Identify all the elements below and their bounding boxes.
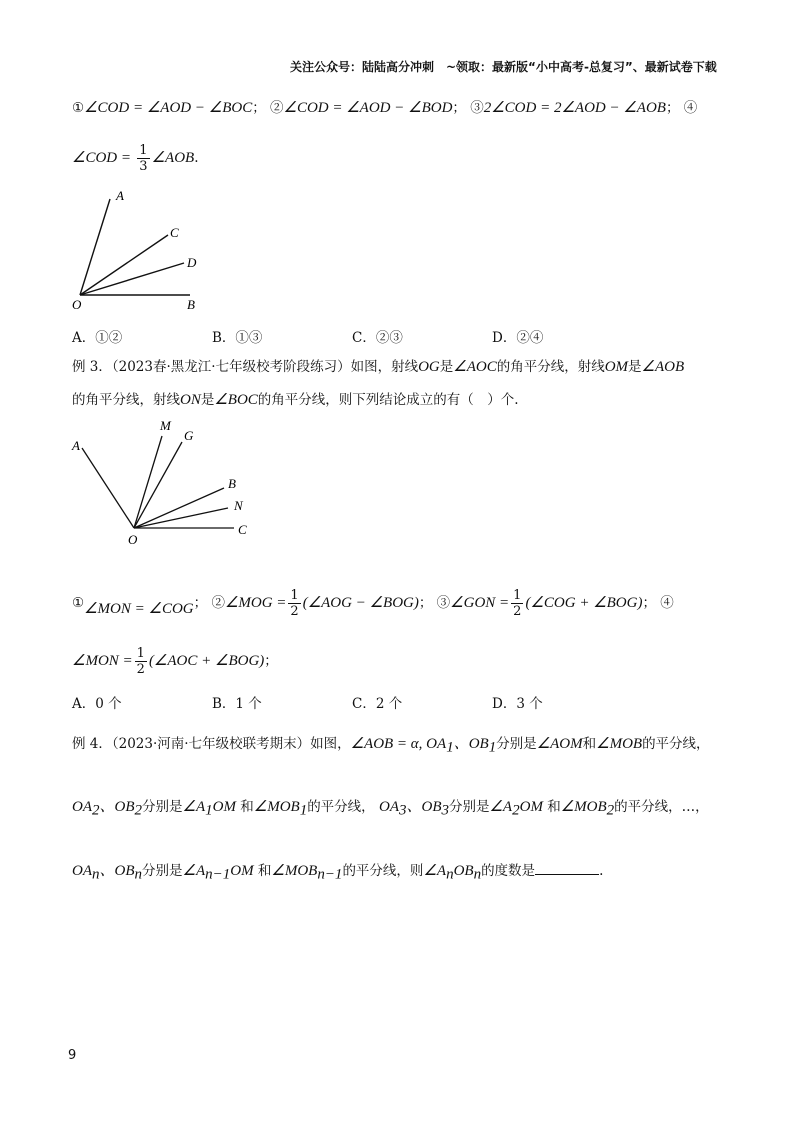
subscript: 2 [606, 802, 615, 819]
fraction-one-third [137, 143, 149, 174]
fraction-one-half [288, 588, 300, 619]
option-d[interactable]: D．3 个 [492, 696, 543, 712]
math-an1om: ∠A [182, 863, 206, 879]
math-aom: ∠AOM [536, 736, 583, 752]
fraction-numerator: 1 [290, 588, 299, 603]
statement-4-marker: ④ [683, 100, 698, 116]
label-o: O [128, 532, 138, 547]
statement-1-math: ∠COD = ∠AOD − ∠BOC [84, 100, 253, 116]
math-anobn: ∠A [423, 863, 447, 879]
math-a1om: ∠A [182, 799, 206, 815]
ray-og [134, 442, 182, 528]
math-mobn1: ∠MOB [271, 863, 318, 879]
ex3-line2 [72, 390, 519, 410]
fraction-denominator: 2 [290, 604, 299, 619]
ex4-text: 分别是 [448, 799, 490, 815]
math-om: OM [212, 799, 236, 815]
conclusion-2-lhs: ∠MOG = [224, 595, 287, 611]
label-o: O [72, 297, 82, 312]
separator: ； [452, 100, 466, 116]
conclusion-3-lhs: ∠GON = [450, 595, 510, 611]
conclusion-1-marker: ① [72, 595, 85, 611]
ray-om [134, 436, 162, 528]
ex4-text: 和 [257, 863, 272, 879]
subscript: 3 [441, 802, 449, 819]
math-oa3: OA [378, 799, 399, 815]
subscript: 1 [488, 739, 497, 756]
statement-4-lhs: ∠COD = [72, 150, 131, 166]
subscript: n [134, 866, 142, 883]
ex3-conclusions-line1 [72, 588, 674, 619]
ex4-text: 分别是 [142, 799, 183, 815]
math-og: OG [418, 359, 440, 375]
math-aob-alpha: ∠AOB = α, OA [350, 736, 447, 752]
statement-2-marker: ② [270, 100, 284, 116]
subscript: n−1 [205, 866, 231, 883]
conclusion-2-marker: ② [211, 595, 225, 611]
subscript: n [92, 866, 100, 883]
option-c[interactable]: C．②③ [352, 330, 403, 346]
q2-statements-line1 [72, 98, 697, 118]
option-c[interactable]: C．2 个 [352, 696, 403, 712]
fraction-denominator: 2 [136, 662, 145, 677]
ex3-text: 是 [439, 359, 454, 375]
ex3-text: 是 [628, 359, 642, 375]
ex4-text: 的平分线， [307, 799, 375, 815]
statement-2-math: ∠COD = ∠AOD − ∠BOD [283, 100, 453, 116]
math-boc: ∠BOC [214, 392, 258, 408]
math-oan: OA [72, 863, 92, 879]
option-a[interactable]: A．0 个 [72, 696, 122, 712]
fraction-one-half [511, 588, 523, 619]
ex4-text: 的平分线，则 [342, 863, 424, 879]
statement-3-marker: ③ [470, 100, 484, 116]
separator: ； [264, 653, 278, 669]
ex3-text: 的角平分线，射线 [496, 359, 605, 375]
label-c: C [238, 522, 247, 537]
math-om: OM [230, 863, 254, 879]
math-om: OM [519, 799, 543, 815]
ray-oc [80, 235, 168, 295]
label-b: B [228, 476, 236, 491]
ray-oa [80, 199, 110, 295]
ex4-text: 例 4．（2023·河南·七年级校联考期末）如图， [72, 736, 351, 752]
fraction-numerator: 1 [136, 646, 145, 661]
math-obn: 、OB [99, 863, 135, 879]
fraction-numerator: 1 [139, 143, 148, 158]
ray-on [134, 508, 228, 528]
ex4-line1 [72, 734, 710, 758]
ex3-text: 是 [200, 392, 215, 408]
subscript: 2 [92, 802, 100, 819]
ray-oa [82, 448, 134, 528]
subscript: n−1 [317, 866, 343, 883]
conclusion-3-marker: ③ [436, 595, 451, 611]
label-n: N [234, 498, 243, 513]
fraction-denominator: 3 [139, 159, 148, 174]
ex3-text: 的角平分线，射线 [72, 392, 180, 408]
label-b: B [187, 297, 195, 312]
q2-options [72, 328, 632, 348]
ex4-text: 的平分线， [642, 736, 710, 752]
math-ob: OB [453, 863, 474, 879]
math-aoc: ∠AOC [453, 359, 497, 375]
ex4-text: 和 [547, 799, 561, 815]
ex4-text: 的度数是 [481, 863, 536, 879]
conclusion-4-rhs: (∠AOC + ∠BOG) [148, 653, 265, 669]
ex4-line3 [72, 861, 603, 885]
math-mob: ∠MOB [596, 736, 643, 752]
ex4-line2 [72, 797, 709, 821]
period: . [194, 150, 199, 166]
conclusion-1-math: ∠MON = ∠COG [84, 601, 194, 617]
math-mob2: ∠MOB [560, 799, 607, 815]
ex3-text: 例 3．（2023春·黑龙江·七年级校考阶段练习）如图，射线 [72, 359, 419, 375]
ex4-text: 分别是 [496, 736, 537, 752]
label-m: M [160, 418, 171, 433]
conclusion-4-lhs: ∠MON = [72, 653, 133, 669]
angle-figure-2 [64, 418, 264, 548]
ex4-text: 分别是 [142, 863, 183, 879]
label-a: A [116, 188, 124, 203]
q2-statements-line2 [72, 143, 198, 174]
ex3-conclusions-line2 [72, 646, 278, 677]
conclusion-4-marker: ④ [660, 595, 674, 611]
statement-3-math: 2∠COD = 2∠AOD − ∠AOB [483, 100, 666, 116]
separator: ； [252, 100, 266, 116]
option-b[interactable]: B．1 个 [212, 696, 262, 712]
ex3-line1 [72, 357, 684, 377]
label-d: D [187, 255, 197, 270]
fraction-denominator: 2 [513, 604, 522, 619]
page-number: 9 [68, 1048, 77, 1063]
separator: ； [418, 595, 433, 611]
math-ob3: 、OB [406, 799, 442, 815]
ray-ob [134, 488, 224, 528]
label-c: C [170, 225, 179, 240]
option-a[interactable]: A．①② [72, 330, 123, 346]
ex4-text: 和 [240, 799, 254, 815]
math-on: ON [180, 392, 201, 408]
math-ob: 、OB [453, 736, 489, 752]
fraction-numerator: 1 [513, 588, 522, 603]
ex3-text: 的角平分线，则下列结论成立的有（ ）个. [257, 392, 519, 408]
math-mob1: ∠MOB [253, 799, 300, 815]
math-om: OM [604, 359, 629, 375]
conclusion-3-rhs: (∠COG + ∠BOG) [525, 595, 643, 611]
angle-figure-1 [60, 185, 220, 320]
math-aob: ∠AOB [641, 359, 685, 375]
subscript: 1 [446, 739, 454, 756]
statement-4-rhs: ∠AOB [151, 150, 195, 166]
subscript: 3 [398, 802, 407, 819]
ray-od [80, 263, 184, 295]
ex4-text: 和 [582, 736, 597, 752]
subscript: 2 [512, 802, 520, 819]
option-b[interactable]: B．①③ [212, 330, 263, 346]
separator: ； [193, 595, 208, 611]
page-header: 关注公众号：陆陆高分冲刺 ~领取：最新版“小中高考-总复习”、最新试卷下载 [290, 60, 717, 74]
subscript: n [473, 866, 482, 883]
ex4-text: 的平分线，…， [614, 799, 709, 815]
subscript: 2 [134, 802, 142, 819]
conclusion-2-rhs: (∠AOG − ∠BOG) [302, 595, 419, 611]
ex3-options [72, 694, 632, 714]
option-d[interactable]: D．②④ [492, 330, 544, 346]
period: . [599, 863, 604, 879]
subscript: 1 [205, 802, 213, 819]
fraction-one-half [135, 646, 147, 677]
subscript: n [446, 866, 454, 883]
math-ob2: 、OB [99, 799, 135, 815]
math-oa2: OA [72, 799, 92, 815]
label-a: A [72, 438, 80, 453]
math-a2om: ∠A [489, 799, 513, 815]
subscript: 1 [299, 802, 308, 819]
label-g: G [184, 428, 194, 443]
separator: ； [642, 595, 656, 611]
answer-blank[interactable] [535, 862, 599, 875]
statement-1-marker: ① [72, 100, 85, 116]
separator: ； [665, 100, 680, 116]
